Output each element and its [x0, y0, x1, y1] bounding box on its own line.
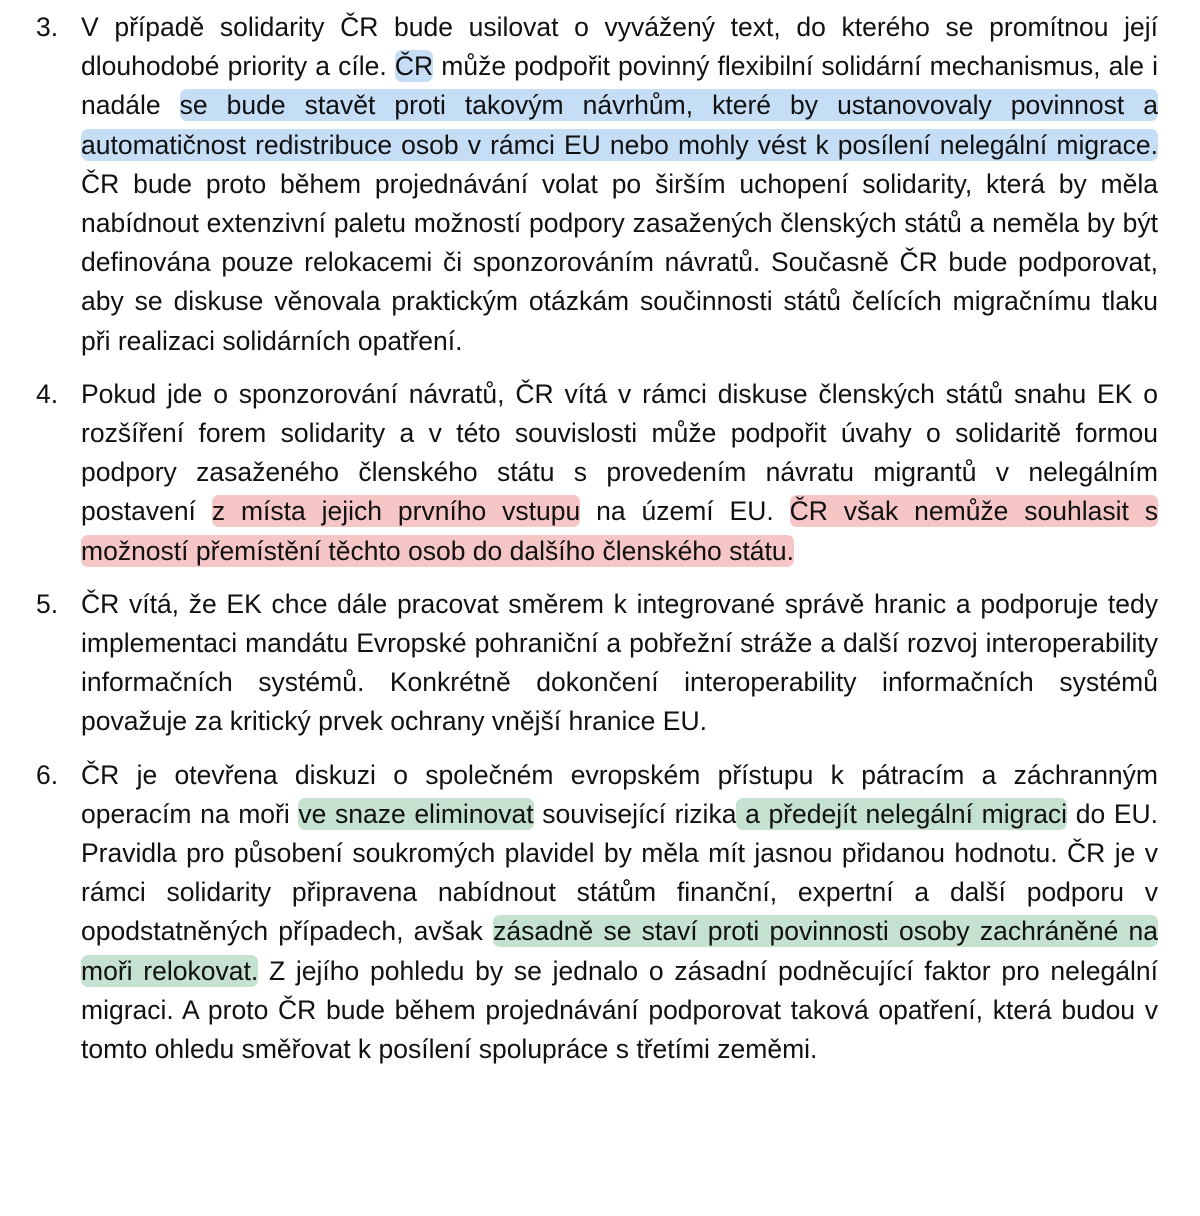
item-number: 4. [36, 378, 59, 409]
highlighted-text-blue: se bude stavět proti takovým návrhům, které by ustanovovaly povinnost a automatičnost redistribuce osob v rámci EU nebo mohly vést k posílení nelegální migrace. [81, 90, 1158, 160]
item-paragraph [81, 756, 1158, 1070]
highlighted-text-green: zásadně se staví proti povinnosti osoby zachráněné na moři relokovat. [81, 916, 1158, 986]
item-number: 5. [36, 588, 59, 619]
highlighted-text-green: ve snaze eliminovat [298, 798, 534, 829]
paragraph-text: ČR bude proto během projednávání volat po širším uchopení solidarity, která by měla nabídnout extenzivní paletu možností podpory zasažených členských států a neměla by být definována pouze relokacemi či sponzorováním návratů. Současně ČR bude podporovat, aby se diskuse věnovala praktickým otázkám součinnosti států čelících migračnímu tlaku při realizaci solidárních opatření. [81, 168, 1158, 356]
paragraph-text: ČR je otevřena diskuzi o společném evropském přístupu k pátracím a záchranným operacím na moři [81, 759, 1158, 829]
highlighted-text-red: ČR však nemůže souhlasit s možností přemístění těchto osob do dalšího členského státu. [81, 496, 1159, 566]
item-paragraph [81, 585, 1158, 742]
list-item [0, 756, 1200, 1070]
paragraph-text: ČR vítá, že EK chce dále pracovat směrem k integrované správě hranic a podporuje tedy implementaci mandátu Evropské pohraniční a pobřežní stráže a další rozvoj interoperability informačních systémů. Konkrétně dokončení interoperability informačních systémů považuje za kritický prvek ochrany vnější hranice EU. [81, 588, 1158, 737]
list-item [0, 8, 1200, 361]
paragraph-text: na území EU. [580, 496, 790, 527]
paragraph-text: může podpořit povinný flexibilní solidární mechanismus, ale i nadále [81, 51, 1158, 121]
paragraph-text: do EU. Pravidla pro působení soukromých plavidel by měla mít jasnou přidanou hodnotu. ČR je v rámci solidarity připravena nabídnout státům finanční, expertní a další podporu v opodstatněných případech, avšak [81, 798, 1158, 947]
list-item [0, 585, 1200, 742]
highlighted-text-green: a předejít nelegální migraci [736, 798, 1068, 829]
highlighted-text-blue: ČR [394, 51, 434, 82]
item-paragraph [81, 375, 1158, 571]
item-paragraph [81, 8, 1158, 361]
paragraph-text: Pokud jde o sponzorování návratů, ČR vítá v rámci diskuse členských států snahu EK o rozšíření forem solidarity a v této souvislosti může podpořit úvahy o solidaritě formou podpory zasaženého členského státu s provedením návratu migrantů v nelegálním postavení [81, 378, 1158, 527]
list-item [0, 375, 1200, 571]
item-number: 6. [36, 759, 59, 790]
item-number: 3. [36, 12, 59, 42]
paragraph-text: související rizika [533, 798, 737, 829]
paragraph-text: Z jejího pohledu by se jednalo o zásadní podněcující faktor pro nelegální migraci. A proto ČR bude během projednávání podporovat taková opatření, která budou v tomto ohledu směřovat k posílení spolupráce s třetími zeměmi. [81, 955, 1158, 1065]
numbered-list [0, 8, 1200, 1069]
highlighted-text-red: z místa jejich prvního vstupu [211, 496, 581, 527]
paragraph-text: V případě solidarity ČR bude usilovat o vyvážený text, do kterého se promítnou její dlouhodobé priority a cíle. [81, 12, 1158, 82]
